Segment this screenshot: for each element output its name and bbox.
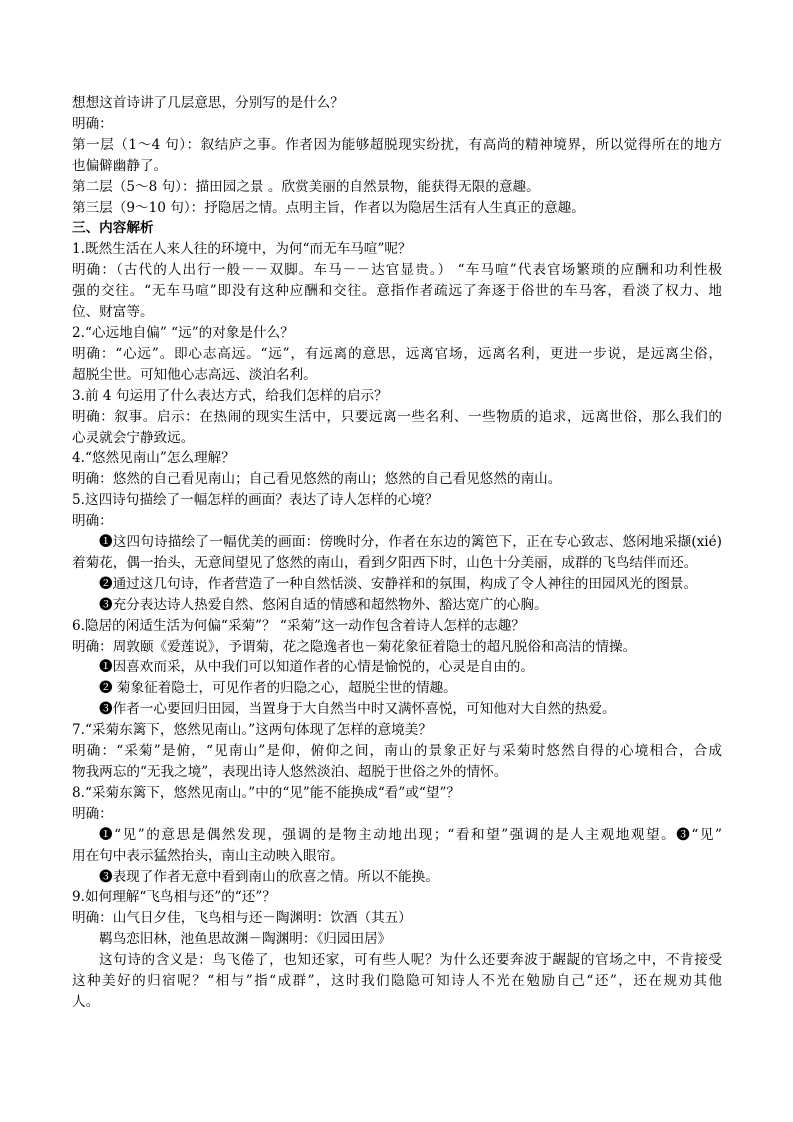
analysis-item-2: [72, 323, 722, 386]
overview-section: [72, 93, 722, 218]
item-sub-point: ❶“见”的意思是偶然发现，强调的是物主动地出现；“看和望”强调的是人主观地观望。❸“见”: [99, 826, 722, 843]
item-answer-line: 明确：悠然的自己看见南山；自己看见悠然的南山；悠然的自己看见悠然的南山。: [72, 471, 562, 488]
item-question: 6.隐居的闲适生活为何偏“采菊”？ “采菊”这一动作包含着诗人怎样的志趣？: [72, 617, 525, 634]
item-question: 2.“心远地自偏” “远”的对象是什么？: [72, 324, 294, 341]
item-question: 8.“采菊东篱下，悠然见南山。”中的“见”能不能换成“看”或“望”？: [72, 784, 461, 801]
item-sub-point: ❶这四句诗描绘了一幅优美的画面：傍晚时分，作者在东边的篱笆下，正在专心致志、悠闲地采撷(xié): [99, 534, 722, 551]
layer-1-line: 第一层（1～4 句）：叙结庐之事。作者因为能够超脱现实纷扰，有高尚的精神境界，所以觉得所在的地方: [72, 136, 722, 153]
item-sub-point-line: 用在句中表示猛然抬头，南山主动映入眼帘。: [72, 847, 344, 864]
item-answer-line: 明确：周敦颐《爱莲说》，予谓菊，花之隐逸者也－菊花象征着隐士的超凡脱俗和高洁的情操。: [72, 638, 637, 655]
item-sub-point: ❸作者一心要回归田园，当置身于大自然当中时又满怀喜悦，可知他对大自然的热爱。: [99, 701, 616, 718]
item-question: 4.“悠然见南山”怎么理解？: [72, 450, 235, 467]
analysis-item-9: [72, 887, 722, 1012]
layer-3-line: 第三层（9～10 句）：抒隐居之情。点明主旨，作者以为隐居生活有人生真正的意趣。: [72, 199, 585, 216]
item-sub-point: ❶因喜欢而采，从中我们可以知道作者的心情是愉悦的，心灵是自由的。: [99, 659, 534, 676]
item-answer-label: 明确：: [72, 513, 113, 530]
overview-question: 想想这首诗讲了几层意思，分别写的是什么？: [72, 95, 344, 111]
item-answer-line: 强的交往。“无车马喧”即没有这种应酬和交往。意指作者疏远了奔逐于俗世的车马客，看淡了权力、地: [72, 283, 722, 300]
item-question: 7.“采菊东篱下，悠然见南山。”这两句体现了怎样的意境美？: [72, 722, 432, 739]
item-answer-line: 明确：“采菊”是俯，“见南山”是仰，俯仰之间，南山的景象正好与采菊时悠然自得的心境相合，合成: [72, 743, 722, 760]
item-answer-line: 明确：叙事。启示：在热闹的现实生活中，只要远离一些名利、一些物质的追求，远离世俗，那么我们的: [72, 408, 722, 425]
analysis-item-8: [72, 783, 722, 888]
item-answer-line: 心灵就会宁静致远。: [72, 429, 195, 446]
item-quote-line: 羁鸟恋旧林，池鱼思故渊－陶渊明：《归园田居》: [99, 931, 392, 948]
item-sub-point: ❷通过这几句诗，作者营造了一种自然恬淡、安静祥和的氛围，构成了令人神往的田园风光的图景。: [99, 575, 698, 592]
analysis-item-4: [72, 448, 722, 490]
section-heading: 三、内容解析: [72, 220, 154, 237]
item-answer-label: 明确：: [72, 805, 113, 822]
item-question: 1.既然生活在人来人往的环境中，为何“而无车马喧”呢？: [72, 241, 412, 258]
analysis-item-7: [72, 720, 722, 783]
item-answer-line: 超脱尘世。可知他心志高远、淡泊名利。: [72, 366, 317, 383]
analysis-section: [72, 218, 722, 1012]
overview-answer-label: 明确：: [72, 115, 113, 132]
item-answer-line: 位、财富等。: [72, 304, 154, 321]
item-question: 9.如何理解“飞鸟相与还”的“还”？: [72, 889, 276, 906]
layer-1-line: 也偏僻幽静了。: [72, 157, 168, 174]
analysis-item-6: [72, 616, 722, 721]
analysis-item-3: [72, 386, 722, 449]
item-question: 3.前 4 句运用了什么表达方式，给我们怎样的启示？: [72, 387, 388, 404]
analysis-item-1: [72, 239, 722, 323]
item-explanation-line: 这种美好的归宿呢？“相与”指“成群”，这时我们隐隐可知诗人不光在勉励自己“还”，还在规劝其他: [72, 973, 722, 990]
analysis-item-5: [72, 490, 722, 615]
item-answer-line: 物我两忘的“无我之境”，表现出诗人悠然淡泊、超脱于世俗之外的情怀。: [72, 764, 508, 780]
item-sub-point: ❸充分表达诗人热爱自然、悠闲自适的情感和超然物外、豁达宽广的心胸。: [99, 596, 548, 613]
item-question: 5.这四诗句描绘了一幅怎样的画面？表达了诗人怎样的心境？: [72, 492, 439, 509]
item-sub-point: ❷ 菊象征着隐士，可见作者的归隐之心，超脱尘世的情趣。: [99, 680, 457, 697]
item-sub-point: ❸表现了作者无意中看到南山的欣喜之情。所以不能换。: [99, 868, 439, 885]
item-explanation-line: 这句诗的含义是：鸟飞倦了，也知还家，可有些人呢？为什么还要奔波于龌龊的官场之中，不肯接受: [99, 952, 722, 969]
item-sub-point-line: 着菊花，偶一抬头，无意间望见了悠然的南山，看到夕阳西下时，山色十分美丽，成群的飞鸟结伴而还。: [72, 554, 698, 571]
item-answer-line: 明确：（古代的人出行一般－－双脚。车马－－达官显贵。） “车马喧”代表官场繁琐的应酬和功利性极: [72, 262, 722, 279]
item-answer-line: 明确：“心远”。即心志高远。“远”，有远离的意思，远离官场，远离名利，更进一步说，是远离尘俗，: [72, 345, 722, 362]
document-page: [72, 93, 722, 1013]
item-answer-line: 明确：山气日夕佳，飞鸟相与还－陶渊明：饮酒（其五）: [72, 910, 412, 927]
item-explanation-line: 人。: [72, 993, 100, 1010]
layer-2-line: 第二层（5～8 句）：描田园之景 。欣赏美丽的自然景物，能获得无限的意趣。: [72, 178, 540, 195]
